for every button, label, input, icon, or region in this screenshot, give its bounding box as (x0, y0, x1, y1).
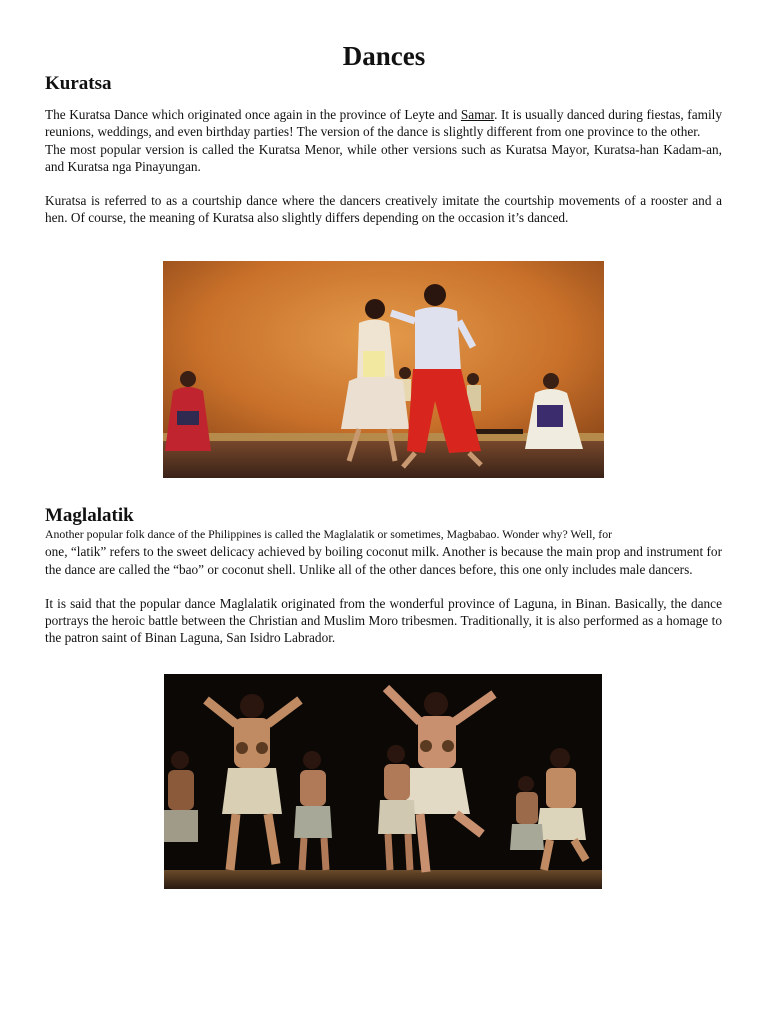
kuratsa-photo (163, 261, 604, 478)
maglalatik-paragraph-2: It is said that the popular dance Maglalatik originated from the wonderful province of Laguna, in Binan. Basically, the dance portrays the heroic battle between the Christian and Muslim Moro tribesmen. Traditionally, it is also performed as a homage to the patron saint of Binan Laguna, San Isidro Labrador. (45, 595, 722, 646)
samar-link[interactable]: Samar (460, 107, 495, 122)
maglalatik-paragraph-1: one, “latik” refers to the sweet delicacy achieved by boiling coconut milk. Another is because the main prop and instrument for the dance are called the “bao” or coconut shell. Unlike all of the other dances before, this one only includes male dancers. (45, 544, 722, 577)
kuratsa-p1-start: The Kuratsa Dance which originated once again in the province of Leyte and (45, 107, 461, 122)
page-title: Dances (342, 41, 426, 71)
maglalatik-photo (164, 674, 602, 889)
kuratsa-p1-end: . It is usually danced during fiestas, family reunions, weddings, and even birthday parties! The version of the dance is slightly different from one province to the other. (45, 107, 722, 140)
kuratsa-paragraph-1 (45, 106, 722, 141)
kuratsa-dancers-image (163, 261, 604, 478)
maglalatik-dancers-image (164, 674, 602, 889)
kuratsa-paragraph-2: The most popular version is called the Kuratsa Menor, while other versions such as Kuratsa Mayor, Kuratsa-han Kadam-an, and Kuratsa nga Pinayungan. (45, 141, 722, 174)
section-heading-maglalatik: Maglalatik (45, 505, 134, 526)
section-heading-kuratsa: Kuratsa (45, 73, 112, 94)
maglalatik-paragraph-1-lead: Another popular folk dance of the Philippines is called the Maglalatik or sometimes, Magbabao. Wonder why? Well, for (45, 527, 613, 541)
maglalatik-body (45, 526, 722, 647)
kuratsa-body (45, 106, 722, 227)
kuratsa-paragraph-3: Kuratsa is referred to as a courtship dance where the dancers creatively imitate the courtship movements of a rooster and a hen. Of course, the meaning of Kuratsa also slightly differs depending on the occasion it’s danced. (45, 193, 722, 226)
